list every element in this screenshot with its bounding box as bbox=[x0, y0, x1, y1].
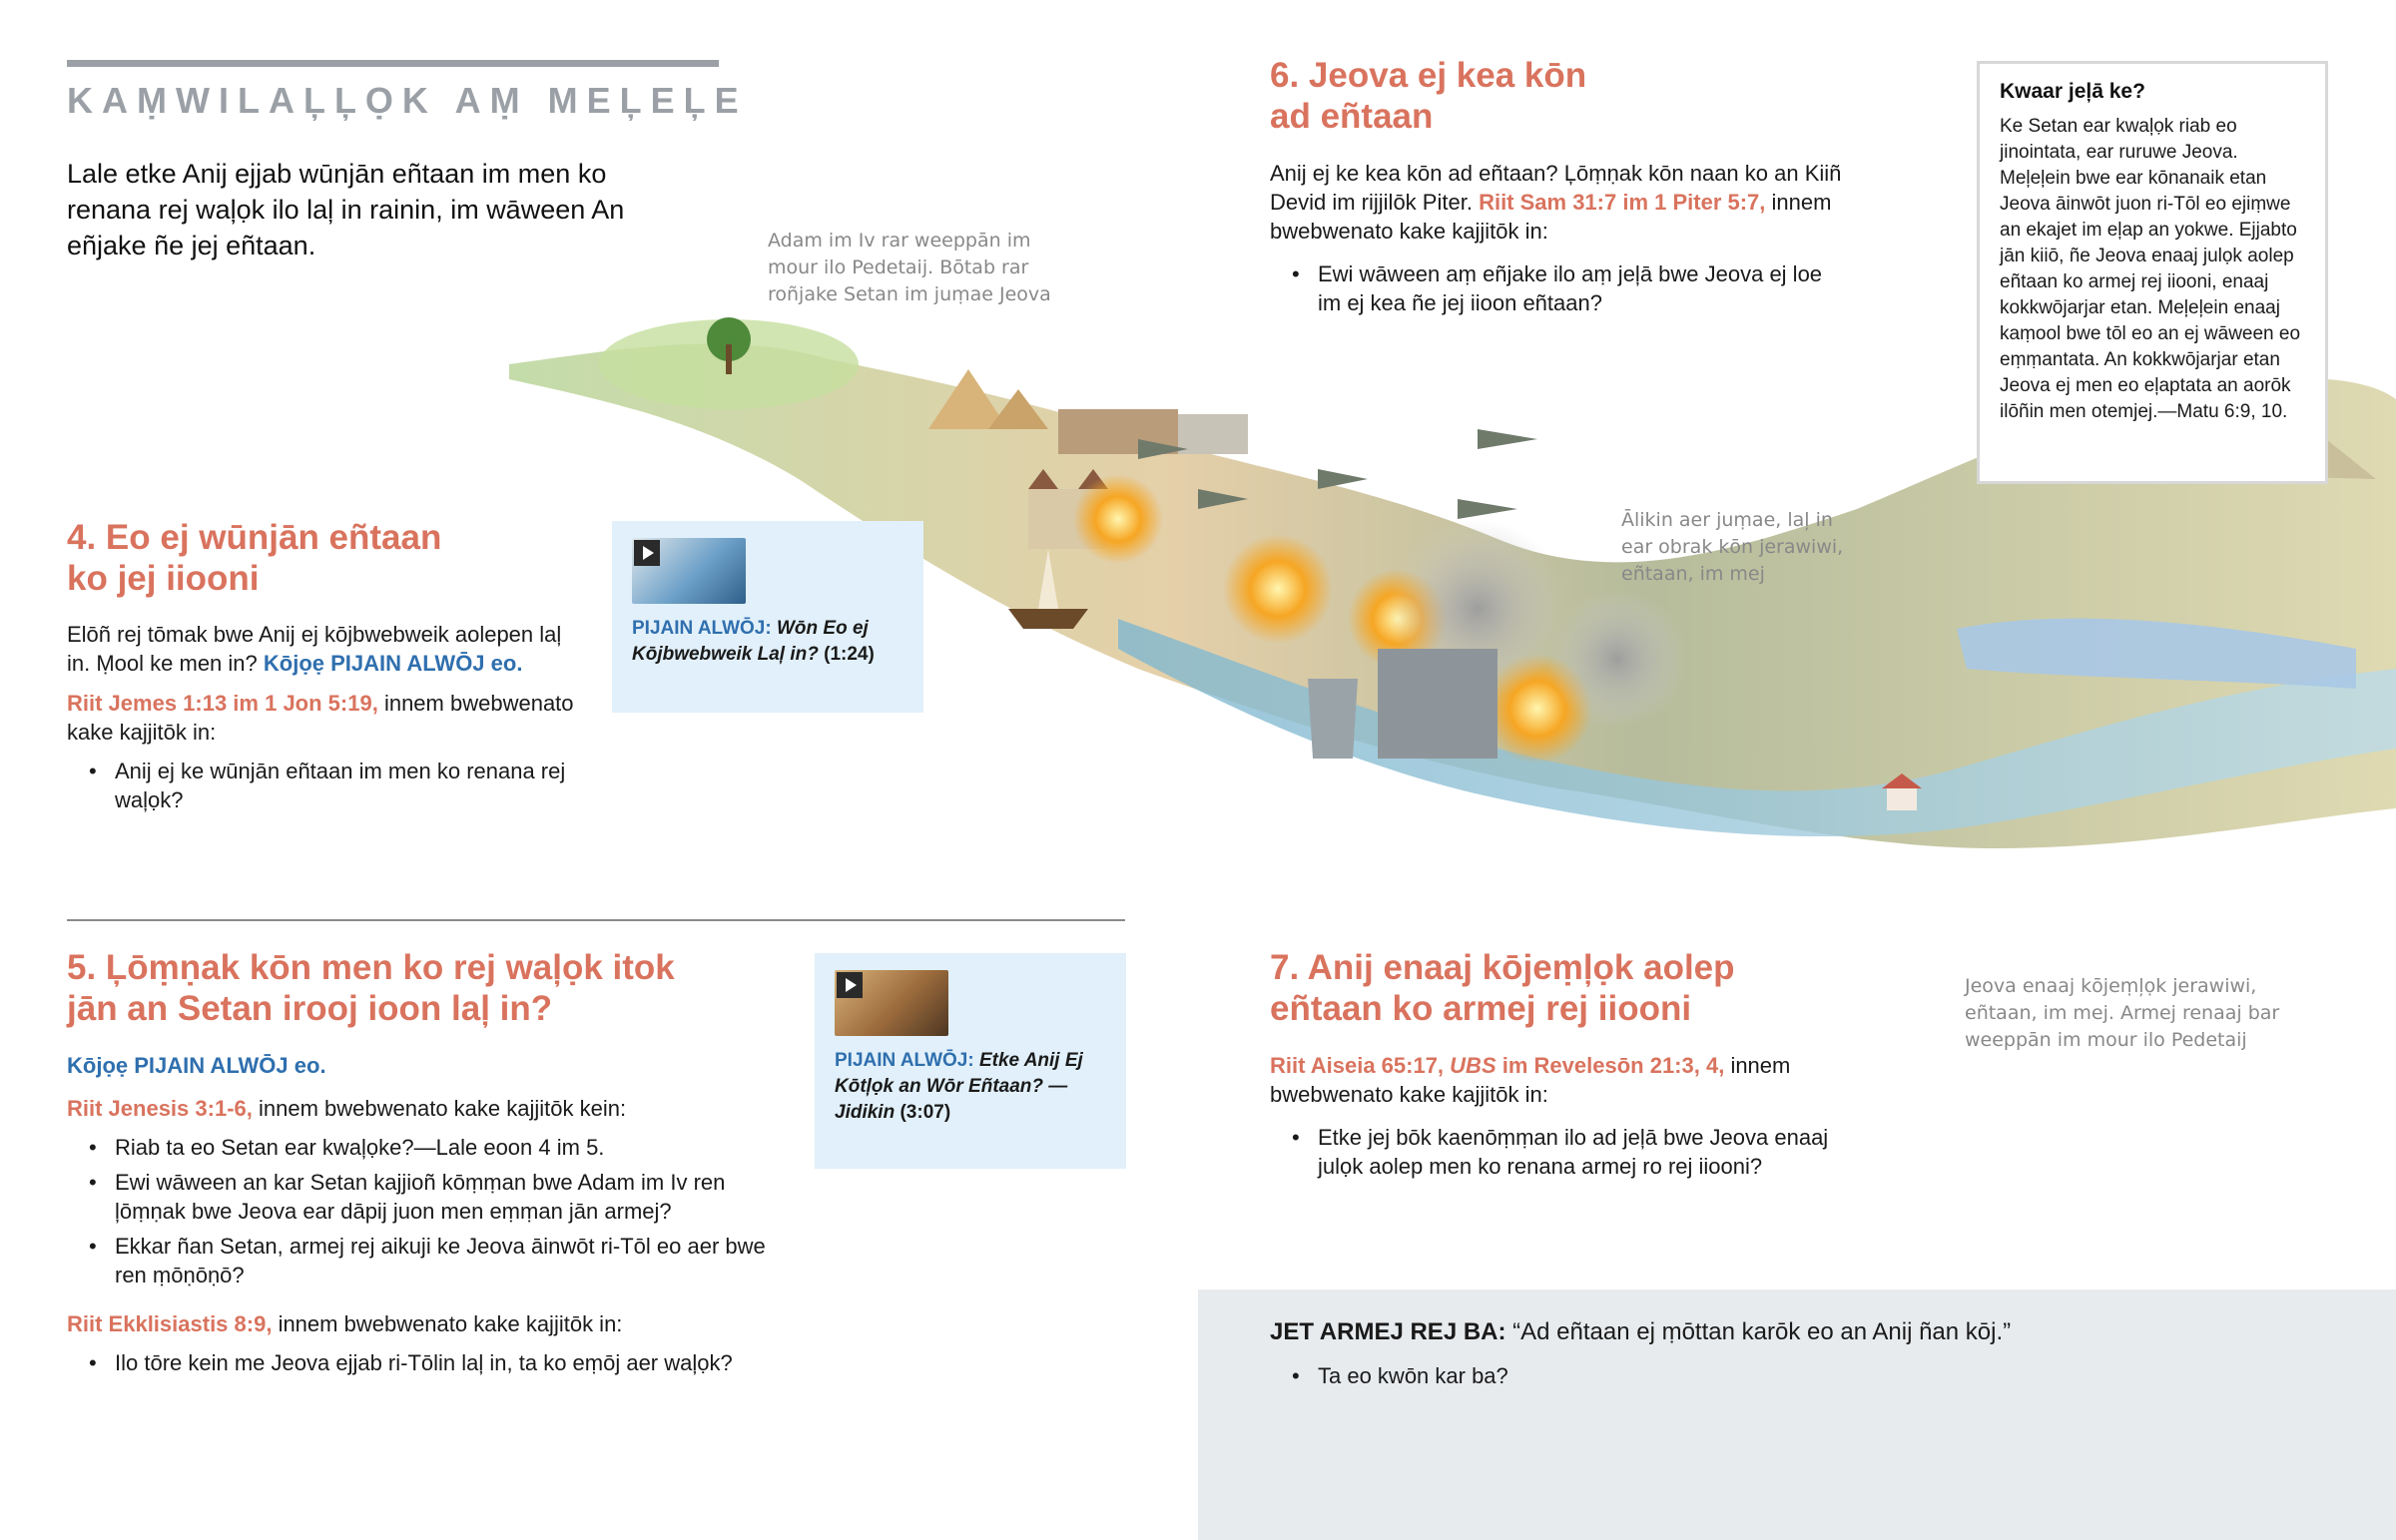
question-item: • Ewi wāween aṃ eñjake ilo aṃ jeļā bwe Jeova ej loe im ej kea ñe jej iioon eñtaan? bbox=[1270, 259, 1849, 317]
question-item: • Ekkar ñan Setan, armej rej aikuji ke Jeova āinwōt ri-Tōl eo aer bwe ren ṃōṇōṇō? bbox=[67, 1232, 766, 1289]
section-4 bbox=[67, 517, 586, 820]
video-card-5[interactable] bbox=[815, 953, 1126, 1169]
video-thumbnail[interactable] bbox=[835, 970, 948, 1036]
section-6-questions bbox=[1270, 259, 1849, 317]
scripture-reference[interactable]: Riit Jemes 1:13 im 1 Jon 5:19, bbox=[67, 691, 378, 716]
section-7 bbox=[1270, 947, 1869, 1187]
did-you-know-text: Ke Setan ear kwaļọk riab eo jinointata, ear ruruwe Jeova. Meļeļein bwe ear kōnanaik etan Jeova āinwōt juon ri-Tōl eo ejiṃwe an ekajet im eļap an yokwe. Ejjabto jān kiiō, ñe Jeova enaaj julọk aolep eñtaan ko armej rej iiooni, enaaj kokkwōjarjar etan. Meļeļein enaaj kaṃool bwe tōl eo an ej wāween eo eṃṃantata. An kokkwōjarjar etan Jeova ej men eo eļaptata an aorōk ilōñin men otemjej.—Matu 6:9, 10. bbox=[2000, 116, 2301, 422]
question-item: • Ta eo kwōn kar ba? bbox=[1270, 1361, 2168, 1390]
video-caption: PIJAIN ALWŌJ: Wōn Eo ej Kōjbwebweik Laļ in? (1:24) bbox=[632, 618, 875, 665]
section-5-reading-1: Riit Jenesis 3:1-6, innem bwebwenato kake kajjitōk kein: bbox=[67, 1096, 627, 1121]
header-rule bbox=[67, 60, 719, 67]
some-people-say-box bbox=[1198, 1289, 2396, 1540]
video-title[interactable]: Etke Anij Ej Kōtļọk an Wōr Eñtaan? —Jidikin bbox=[835, 1050, 1083, 1123]
question-item: • Ewi wāween an kar Setan kajjioñ kōṃṃan bwe Adam im Iv ren ļōṃṇak bwe Jeova ear dāpij juon men eṃṃan jān armej? bbox=[67, 1168, 766, 1226]
house bbox=[1887, 788, 1917, 810]
caption-wars: Ālikin aer juṃae, laļ in ear obrak kōn jerawiwi, eñtaan, im mej bbox=[1621, 509, 1844, 585]
section-5-questions-2 bbox=[67, 1348, 806, 1377]
section-divider bbox=[67, 919, 1125, 921]
section-5-reading-2: Riit Ekklisiastis 8:9, innem bwebwenato kake kajjitōk in: bbox=[67, 1311, 623, 1336]
did-you-know-box bbox=[1977, 61, 2328, 484]
video-title[interactable]: Wōn Eo ej Kōjbwebweik Laļ in? bbox=[632, 618, 869, 665]
section-4-paragraph: Elōñ rej tōmak bwe Anij ej kōjbwebweik aolepen laļ in. Ṃool ke men in? Kōjọẹ PIJAIN ALWŌJ eo. bbox=[67, 622, 562, 676]
video-card-4[interactable] bbox=[612, 521, 923, 713]
did-you-know-title: Kwaar jeļā ke? bbox=[2000, 80, 2145, 103]
section-6-paragraph: Anij ej ke kea kōn ad eñtaan? Ļōṃṇak kōn naan ko an Kiiñ Devid im rijjilōk Piter. Riit Sam 31:7 im 1 Piter 5:7, innem bwebwenato kake kajjitōk in: bbox=[1270, 161, 1842, 244]
section-6 bbox=[1270, 55, 1849, 323]
play-icon[interactable] bbox=[634, 540, 660, 566]
section-5-title: 5. Ļōṃṇak kōn men ko rej waļọk itok jān an Setan irooj ioon laļ in? bbox=[67, 948, 675, 1028]
section-kicker: KAṂWILAĻĻỌK AṂ MEĻEĻE bbox=[67, 80, 748, 121]
factory bbox=[1378, 649, 1498, 759]
section-7-questions bbox=[1270, 1123, 1869, 1181]
question-item: • Ilo tōre kein me Jeova ejjab ri-Tōlin laļ in, ta ko eṃōj aer waļọk? bbox=[67, 1348, 806, 1377]
section-6-title: 6. Jeova ej kea kōn ad eñtaan bbox=[1270, 56, 1587, 136]
scripture-reference[interactable]: Riit Jenesis 3:1-6, bbox=[67, 1096, 253, 1121]
section-5-questions-1 bbox=[67, 1133, 766, 1289]
section-4-questions bbox=[67, 757, 586, 814]
caption-paradise: Jeova enaaj kōjeṃļọk jerawiwi, eñtaan, im mej. Armej renaaj bar weeppān im mour ilo Pedetaij bbox=[1965, 975, 2280, 1051]
watch-video-link[interactable]: Kōjọẹ PIJAIN ALWŌJ eo. bbox=[67, 1053, 326, 1078]
watch-video-link[interactable]: Kōjọẹ PIJAIN ALWŌJ eo. bbox=[263, 651, 523, 676]
section-7-title: 7. Anij enaaj kōjeṃļọk aolep eñtaan ko armej rej iiooni bbox=[1270, 948, 1735, 1028]
question-item: • Riab ta eo Setan ear kwaļọke?—Lale eoon 4 im 5. bbox=[67, 1133, 766, 1162]
some-people-say-questions bbox=[1270, 1361, 2168, 1396]
scripture-reference[interactable]: Riit Ekklisiastis 8:9, bbox=[67, 1311, 273, 1336]
section-5 bbox=[67, 947, 786, 1383]
question-item: • Etke jej bōk kaenōṃṃan ilo ad jeļā bwe Jeova enaaj julọk aolep men ko renana armej ro rej iiooni? bbox=[1270, 1123, 1869, 1181]
caption-eden: Adam im Iv rar weeppān im mour ilo Pedetaij. Bōtab rar roñjake Setan im juṃae Jeova bbox=[768, 230, 1051, 305]
video-thumbnail[interactable] bbox=[632, 538, 746, 604]
cooling-tower bbox=[1308, 679, 1358, 759]
video-caption: PIJAIN ALWŌJ: Etke Anij Ej Kōtļọk an Wōr Eñtaan? —Jidikin (3:07) bbox=[835, 1050, 1083, 1123]
section-4-reading: Riit Jemes 1:13 im 1 Jon 5:19, innem bwebwenato kake kajjitōk in: bbox=[67, 691, 574, 745]
section-7-reading: Riit Aiseia 65:17, UBS im Revelesōn 21:3, 4, innem bwebwenato kake kajjitōk in: bbox=[1270, 1053, 1791, 1107]
section-4-title: 4. Eo ej wūnjān eñtaan ko jej iiooni bbox=[67, 518, 442, 598]
bible-version: UBS bbox=[1450, 1053, 1497, 1078]
scripture-reference[interactable]: im Revelesōn 21:3, 4, bbox=[1501, 1053, 1725, 1078]
some-people-say-quote: JET ARMEJ REJ BA: “Ad eñtaan ej ṃōttan karōk eo an Anij ñan kōj.” bbox=[1270, 1318, 2012, 1345]
scripture-reference[interactable]: Riit Aiseia 65:17, bbox=[1270, 1053, 1445, 1078]
question-item: • Anij ej ke wūnjān eñtaan im men ko renana rej waļọk? bbox=[67, 757, 586, 814]
intro-text: Lale etke Anij ejjab wūnjān eñtaan im men ko renana rej waļọk ilo laļ in rainin, im wāween An eñjake ñe jej eñtaan. bbox=[67, 159, 625, 260]
play-icon[interactable] bbox=[837, 972, 863, 998]
fire-blast bbox=[1073, 474, 1163, 564]
scripture-reference[interactable]: Riit Sam 31:7 im 1 Piter 5:7, bbox=[1479, 190, 1766, 215]
